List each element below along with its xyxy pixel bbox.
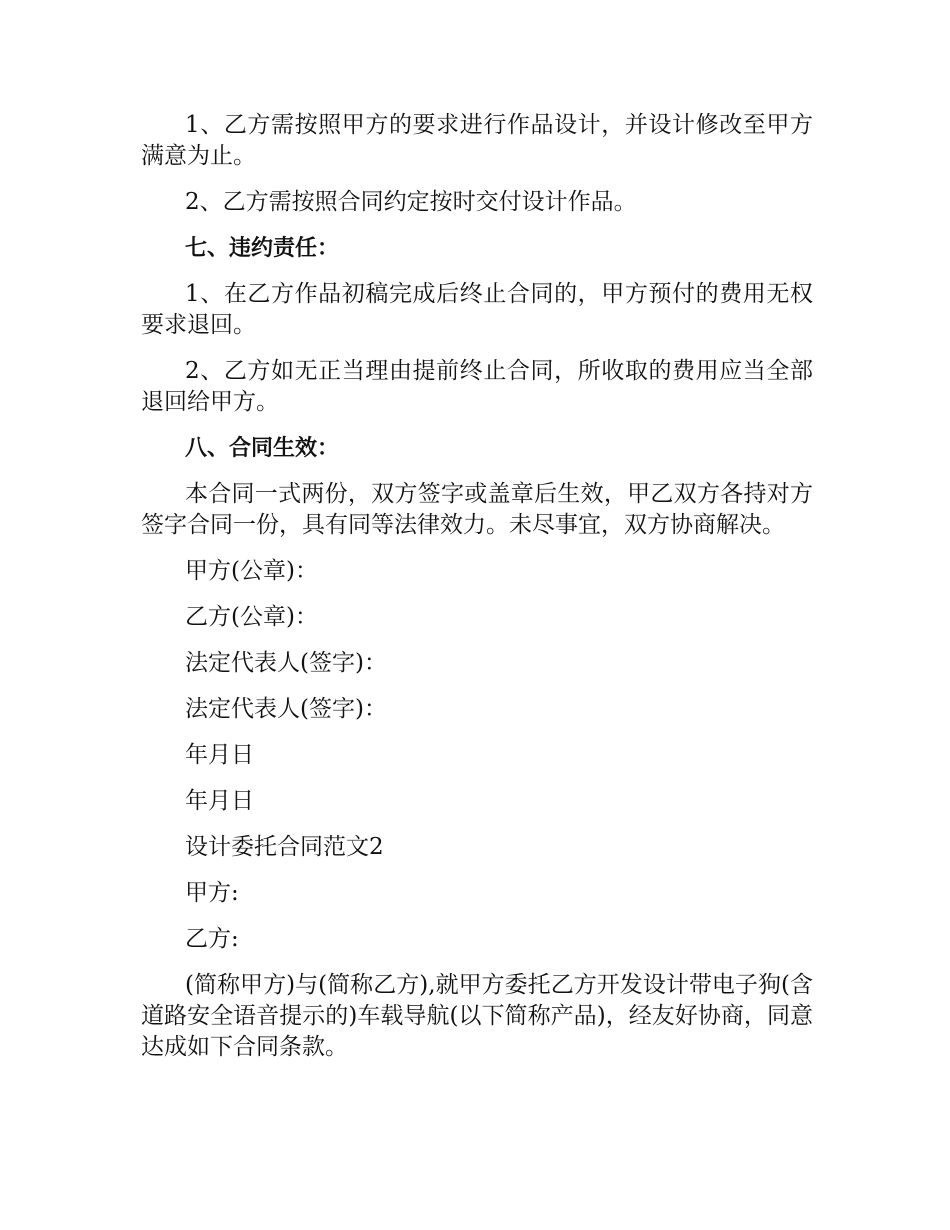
document-subtitle: 设计委托合同范文2 bbox=[185, 834, 384, 860]
signature-line: 法定代表人(签字)： bbox=[185, 696, 387, 722]
clause-paragraph: 2、乙方如无正当理由提前终止合同，所收取的费用应当全部退回给甲方。 bbox=[141, 358, 813, 415]
party-line: 乙方: bbox=[185, 926, 239, 952]
section-heading: 八、合同生效： bbox=[185, 436, 340, 461]
document-body bbox=[141, 110, 813, 1078]
clause-paragraph: 1、乙方需按照甲方的要求进行作品设计，并设计修改至甲方满意为止。 bbox=[141, 112, 813, 169]
clause-paragraph: 1、在乙方作品初稿完成后终止合同的，甲方预付的费用无权要求退回。 bbox=[141, 281, 813, 338]
signature-line: 法定代表人(签字)： bbox=[185, 650, 387, 676]
clause-paragraph: (简称甲方)与(简称乙方),就甲方委托乙方开发设计带电子狗(含道路安全语音提示的)车载导航(以下简称产品)，经友好协商，同意达成如下合同条款。 bbox=[141, 972, 813, 1060]
date-line: 年月日 bbox=[185, 788, 254, 814]
signature-line: 乙方(公章)： bbox=[185, 604, 318, 630]
clause-paragraph: 2、乙方需按照合同约定按时交付设计作品。 bbox=[185, 189, 637, 215]
section-heading: 七、违约责任： bbox=[185, 236, 340, 261]
signature-line: 甲方(公章)： bbox=[185, 558, 318, 584]
party-line: 甲方: bbox=[185, 880, 239, 906]
date-line: 年月日 bbox=[185, 742, 254, 768]
clause-paragraph: 本合同一式两份，双方签字或盖章后生效，甲乙双方各持对方签字合同一份，具有同等法律效力。未尽事宜，双方协商解决。 bbox=[141, 481, 813, 538]
